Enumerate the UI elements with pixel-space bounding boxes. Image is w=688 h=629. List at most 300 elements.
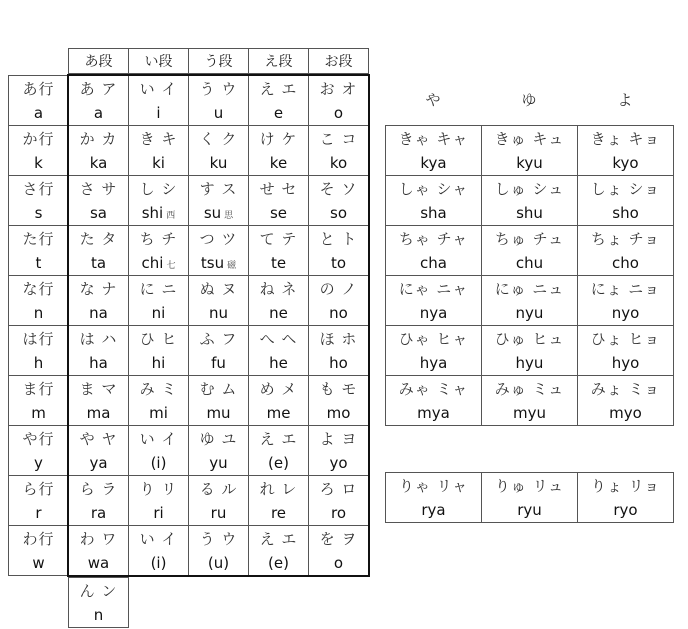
kana-cell (248, 75, 309, 126)
kana-pair: い イ (139, 530, 178, 548)
kana-pair: ひょ ヒョ (590, 330, 661, 348)
romaji-text: se (269, 204, 288, 222)
kana-pair: こ コ (319, 130, 358, 148)
yoon-header: ゆ (521, 91, 537, 109)
kana-pair: し シ (139, 180, 178, 198)
kana-cell (68, 475, 129, 526)
romaji-text: (u) (207, 554, 230, 572)
kana-pair: しゃ シャ (398, 180, 469, 198)
dan-header: あ段 (68, 48, 129, 74)
romaji-text: (i) (150, 554, 167, 572)
dan-header: う段 (188, 48, 249, 74)
romaji (309, 204, 368, 222)
romaji (249, 554, 308, 572)
romaji-text: myu (513, 404, 546, 422)
romaji (578, 204, 673, 222)
dan-header: え段 (248, 48, 309, 74)
kana-cell (128, 475, 189, 526)
kana-pair: と ト (319, 230, 358, 248)
romaji (189, 254, 248, 272)
romaji (189, 454, 248, 472)
row-header-romaji (9, 104, 68, 122)
row-header-romaji (9, 554, 68, 572)
romaji-text: sa (89, 204, 107, 222)
kana-pair: ち チ (139, 230, 178, 248)
kana-pair: い イ (139, 80, 178, 98)
romaji-text: mi (149, 404, 168, 422)
romaji-text: nu (208, 304, 228, 322)
kana-pair: しゅ シュ (494, 180, 565, 198)
kana-pair: ほ ホ (319, 330, 358, 348)
kana-pair: に ニ (139, 280, 178, 298)
romaji (309, 304, 368, 322)
kana-cell (308, 525, 369, 576)
yoon-cell (481, 472, 578, 523)
romaji (309, 504, 368, 522)
dan-header: い段 (128, 48, 189, 74)
romaji (129, 304, 188, 322)
romaji-text: chu (515, 254, 544, 272)
romaji-text: w (32, 554, 45, 572)
kana-cell (308, 475, 369, 526)
kana-pair: ぬ ヌ (199, 280, 238, 298)
romaji (249, 254, 308, 272)
romaji-text: ma (86, 404, 111, 422)
romaji (386, 354, 481, 372)
yoon-cell (577, 175, 674, 226)
yoon-cell (385, 472, 482, 523)
romaji-text: chi (141, 254, 164, 272)
romaji-text: nya (419, 304, 448, 322)
kana-pair: る ル (199, 480, 238, 498)
kana-cell (128, 325, 189, 376)
romaji-text: wa (87, 554, 110, 572)
kana-pair: ま マ (79, 380, 118, 398)
romaji-text: t (35, 254, 42, 272)
dan-header: お段 (308, 48, 369, 74)
kana-pair: け ケ (259, 130, 298, 148)
romaji-text: ke (269, 154, 288, 172)
kana-pair: よ ヨ (319, 430, 358, 448)
row-header-kana: さ行 (22, 180, 55, 198)
yoon-cell (577, 275, 674, 326)
romaji (249, 354, 308, 372)
kana-pair: きょ キョ (590, 130, 661, 148)
kana-pair: ひ ヒ (139, 330, 178, 348)
kana-cell (68, 125, 129, 176)
romaji-text: yu (209, 454, 228, 472)
kana-pair: へ ヘ (259, 330, 298, 348)
romaji (482, 354, 577, 372)
kana-pair: を ヲ (319, 530, 358, 548)
kana-pair: き キ (139, 130, 178, 148)
row-header-kana: や行 (22, 430, 55, 448)
kana-pair: つ ツ (199, 230, 238, 248)
yoon-cell (481, 175, 578, 226)
yoon-cell (385, 175, 482, 226)
kana-cell (308, 125, 369, 176)
kana-cell (248, 225, 309, 276)
kana-cell (248, 275, 309, 326)
romaji-text: a (93, 104, 104, 122)
kana-cell (128, 375, 189, 426)
romaji (189, 104, 248, 122)
pronunciation-hint: 思 (224, 211, 234, 221)
romaji (386, 304, 481, 322)
kana-pair: ら ラ (79, 480, 118, 498)
romaji (69, 104, 128, 122)
romaji (249, 404, 308, 422)
romaji (129, 254, 188, 272)
romaji (69, 454, 128, 472)
kana-cell (308, 75, 369, 126)
kana-pair: りゅ リュ (494, 477, 565, 495)
kana-cell (188, 325, 249, 376)
kana-pair: みゅ ミュ (494, 380, 565, 398)
romaji (69, 254, 128, 272)
yoon-cell (385, 125, 482, 176)
romaji-text: hyu (515, 354, 544, 372)
romaji-text: i (156, 104, 161, 122)
romaji-text: ha (89, 354, 108, 372)
romaji-text: sho (612, 204, 639, 222)
romaji-text: s (34, 204, 43, 222)
romaji (578, 354, 673, 372)
romaji (578, 501, 673, 519)
romaji-text: te (270, 254, 287, 272)
romaji-text: tsu (200, 254, 225, 272)
kana-pair: みょ ミョ (590, 380, 661, 398)
romaji-text: m (31, 404, 46, 422)
row-header-kana: あ行 (22, 80, 55, 98)
romaji (129, 404, 188, 422)
yoon-cell (577, 125, 674, 176)
kana-cell (128, 275, 189, 326)
kana-cell (308, 425, 369, 476)
kana-cell (68, 525, 129, 576)
romaji (309, 154, 368, 172)
romaji (189, 204, 248, 222)
kana-cell (128, 175, 189, 226)
kana-pair: ひゅ ヒュ (494, 330, 565, 348)
kana-pair: お オ (319, 80, 358, 98)
romaji (129, 454, 188, 472)
yoon-cell (481, 125, 578, 176)
romaji (69, 554, 128, 572)
kana-cell (308, 375, 369, 426)
kana-cell (248, 125, 309, 176)
row-header-romaji (9, 504, 68, 522)
romaji (386, 254, 481, 272)
romaji-text: nyu (515, 304, 544, 322)
yoon-cell (577, 472, 674, 523)
romaji (309, 454, 368, 472)
row-header (8, 75, 69, 126)
kana-cell (188, 425, 249, 476)
romaji (386, 154, 481, 172)
kana-cell (188, 175, 249, 226)
romaji-text: (i) (150, 454, 167, 472)
yoon-cell (577, 225, 674, 276)
romaji (578, 304, 673, 322)
romaji (189, 154, 248, 172)
romaji-text: ya (89, 454, 108, 472)
kana-cell (128, 125, 189, 176)
romaji (482, 254, 577, 272)
romaji (129, 354, 188, 372)
romaji (189, 304, 248, 322)
kana-cell (68, 225, 129, 276)
romaji-text: me (266, 404, 291, 422)
romaji-text: mo (326, 404, 351, 422)
romaji-text: re (270, 504, 287, 522)
kana-pair: あ ア (79, 80, 118, 98)
kana-cell (188, 475, 249, 526)
romaji (249, 454, 308, 472)
romaji (309, 404, 368, 422)
kana-pair: え エ (259, 430, 298, 448)
romaji (69, 504, 128, 522)
kana-pair: め メ (259, 380, 298, 398)
row-header (8, 175, 69, 226)
kana-pair: う ウ (199, 530, 238, 548)
kana-pair: そ ソ (319, 180, 358, 198)
romaji-text: o (333, 104, 344, 122)
romaji (69, 354, 128, 372)
row-header (8, 275, 69, 326)
kana-pair: む ム (199, 380, 238, 398)
kana-cell (308, 225, 369, 276)
romaji-text: y (34, 454, 43, 472)
kana-pair: せ セ (259, 180, 298, 198)
kana-pair: しょ ショ (590, 180, 661, 198)
kana-cell (248, 525, 309, 576)
kana-cell (188, 525, 249, 576)
kana-cell (188, 375, 249, 426)
yoon-cell (481, 325, 578, 376)
romaji (578, 154, 673, 172)
romaji-text: sha (420, 204, 447, 222)
yoon-cell (385, 375, 482, 426)
romaji-text: ku (209, 154, 228, 172)
kana-cell (188, 125, 249, 176)
yoon-header: よ (617, 91, 633, 109)
romaji-text: hya (419, 354, 448, 372)
yoon-cell (577, 375, 674, 426)
row-header-romaji (9, 254, 68, 272)
romaji-text: ne (269, 304, 288, 322)
romaji (482, 154, 577, 172)
row-header-kana: は行 (22, 330, 55, 348)
romaji (309, 354, 368, 372)
kana-pair: りゃ リャ (398, 477, 469, 495)
romaji (69, 404, 128, 422)
kana-pair: な ナ (79, 280, 118, 298)
romaji (309, 104, 368, 122)
kana-pair: ひゃ ヒャ (398, 330, 469, 348)
kana-pair: り リ (139, 480, 178, 498)
kana-pair: にょ ニョ (590, 280, 661, 298)
romaji-text: u (213, 104, 224, 122)
yoon-cell (481, 375, 578, 426)
romaji (482, 304, 577, 322)
yoon-cell (385, 325, 482, 376)
romaji-text: n (33, 304, 44, 322)
romaji-text: ru (210, 504, 227, 522)
romaji (386, 404, 481, 422)
romaji (129, 154, 188, 172)
romaji (249, 204, 308, 222)
romaji-text: no (329, 304, 348, 322)
kana-pair: さ サ (79, 180, 118, 198)
kana-pair: て テ (259, 230, 298, 248)
row-header (8, 375, 69, 426)
kana-cell (308, 175, 369, 226)
row-header (8, 225, 69, 276)
romaji (69, 304, 128, 322)
kana-pair: の ノ (319, 280, 358, 298)
romaji-text: h (33, 354, 44, 372)
romaji (249, 104, 308, 122)
kana-cell (308, 275, 369, 326)
kana-pair: ふ フ (199, 330, 238, 348)
row-header-kana: ら行 (22, 480, 55, 498)
kana-cell (248, 475, 309, 526)
kana-pair: ゆ ユ (199, 430, 238, 448)
yoon-cell (385, 225, 482, 276)
kana-pair: ちゃ チャ (398, 230, 469, 248)
kana-pair: は ハ (79, 330, 118, 348)
row-header (8, 475, 69, 526)
kana-pair: た タ (79, 230, 118, 248)
kana-pair: か カ (79, 130, 118, 148)
kana-pair: え エ (259, 80, 298, 98)
romaji (249, 304, 308, 322)
kana-cell (188, 275, 249, 326)
romaji-text: to (330, 254, 347, 272)
row-header-kana: か行 (22, 130, 55, 148)
kana-cell (248, 425, 309, 476)
romaji-text: ko (329, 154, 348, 172)
kana-cell (248, 325, 309, 376)
romaji-text: a (33, 104, 44, 122)
romaji-text: (e) (268, 454, 289, 472)
row-header-romaji (9, 154, 68, 172)
romaji (309, 254, 368, 272)
kana-cell (128, 225, 189, 276)
romaji (129, 554, 188, 572)
romaji-text: ryu (517, 501, 542, 519)
romaji-text: ka (89, 154, 108, 172)
kana-pair: にゅ ニュ (494, 280, 565, 298)
kana-pair: ちょ チョ (590, 230, 661, 248)
romaji-text: kyo (612, 154, 639, 172)
romaji-text: kyu (516, 154, 543, 172)
kana-cell (128, 525, 189, 576)
kana-cell (68, 325, 129, 376)
kana-cell (68, 275, 129, 326)
kana-pair: う ウ (199, 80, 238, 98)
kana-pair: わ ワ (79, 530, 118, 548)
pronunciation-hint: 磁 (227, 261, 237, 271)
romaji (482, 204, 577, 222)
romaji-text: nyo (611, 304, 640, 322)
row-header (8, 425, 69, 476)
romaji-text: ra (90, 504, 107, 522)
romaji-text: ta (90, 254, 107, 272)
romaji (386, 501, 481, 519)
kana-pair: れ レ (259, 480, 298, 498)
kana-cell (308, 325, 369, 376)
row-header-kana: わ行 (22, 530, 55, 548)
romaji (189, 404, 248, 422)
romaji-text: ni (151, 304, 166, 322)
romaji (189, 504, 248, 522)
romaji-text: myo (609, 404, 642, 422)
romaji (249, 504, 308, 522)
romaji-text: (e) (268, 554, 289, 572)
romaji-text: so (330, 204, 347, 222)
romaji (578, 254, 673, 272)
romaji-text: ryo (613, 501, 638, 519)
kana-pair: み ミ (139, 380, 178, 398)
romaji-text: cha (420, 254, 447, 272)
romaji (69, 154, 128, 172)
kana-pair: も モ (319, 380, 358, 398)
romaji-text: o (333, 554, 344, 572)
romaji-text: rya (421, 501, 446, 519)
kana-cell (128, 425, 189, 476)
kana-pair: きゅ キュ (494, 130, 565, 148)
romaji (249, 154, 308, 172)
kana-cell (188, 75, 249, 126)
romaji (189, 354, 248, 372)
kana-cell (68, 425, 129, 476)
romaji-text: hyo (611, 354, 640, 372)
kana-cell (188, 225, 249, 276)
kana-pair: ん ン (79, 582, 118, 600)
kana-pair: ちゅ チュ (494, 230, 565, 248)
row-header (8, 525, 69, 576)
kana-pair: す ス (199, 180, 238, 198)
pronunciation-hint: 七 (166, 261, 176, 271)
kana-pair: にゃ ニャ (398, 280, 469, 298)
romaji-text: r (35, 504, 42, 522)
yoon-cell (481, 275, 578, 326)
row-header-romaji (9, 204, 68, 222)
kana-cell (68, 375, 129, 426)
romaji-text: ro (330, 504, 346, 522)
romaji (189, 554, 248, 572)
row-header-romaji (9, 304, 68, 322)
romaji (482, 404, 577, 422)
kana-cell (68, 75, 129, 126)
row-header-romaji (9, 454, 68, 472)
row-header-kana: た行 (22, 230, 55, 248)
romaji-text: na (89, 304, 108, 322)
pronunciation-hint: 西 (166, 211, 176, 221)
yoon-cell (481, 225, 578, 276)
romaji-text: k (34, 154, 43, 172)
row-header (8, 325, 69, 376)
kana-pair: ね ネ (259, 280, 298, 298)
romaji (69, 204, 128, 222)
romaji (482, 501, 577, 519)
romaji-text: ki (152, 154, 165, 172)
romaji (129, 204, 188, 222)
yoon-cell (385, 275, 482, 326)
romaji-text: shi (141, 204, 164, 222)
